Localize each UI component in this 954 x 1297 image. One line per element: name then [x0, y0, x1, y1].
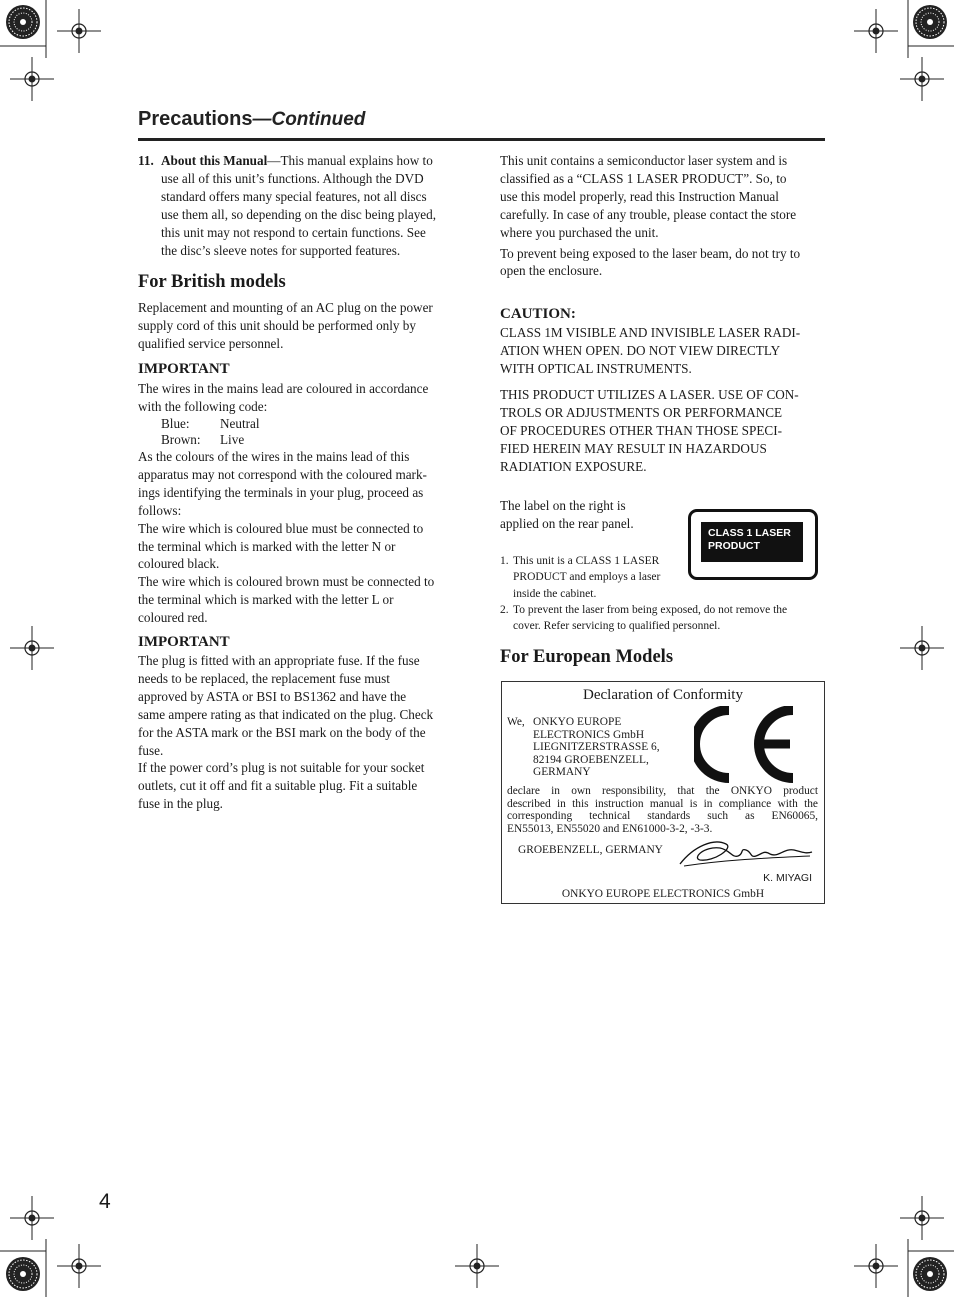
text-line: The plug is fitted with an appropriate fuse. If the fuse: [138, 653, 420, 669]
text-line: CLASS 1M VISIBLE AND INVISIBLE LASER RADI-: [500, 325, 801, 341]
text-line: use this model properly, read this Instruction Manual: [500, 188, 779, 204]
text-line: To prevent the laser from being exposed, do not remove the: [513, 603, 788, 616]
declaration-address: ONKYO EUROPE ELECTRONICS GmbH LIEGNITZERSTRASSE 6, 82194 GROEBENZELL, GERMANY: [533, 716, 660, 779]
item-bold-title: About this Manual: [161, 153, 268, 168]
text-line: WITH OPTICAL INSTRUMENTS.: [500, 361, 692, 377]
laser-notes: [500, 553, 830, 634]
text-line: apparatus may not correspond with the coloured mark-: [138, 466, 427, 482]
signature: [674, 836, 814, 872]
text-line: follows:: [138, 502, 182, 518]
text-line: If the power cord’s plug is not suitable for your socket: [138, 760, 425, 776]
item-line: standard offers many special features, not all discs: [161, 188, 427, 204]
text-line: The wire which is coloured blue must be connected to: [138, 520, 424, 536]
text-line: THIS PRODUCT UTILIZES A LASER. USE OF CON-: [500, 387, 799, 403]
wire-code-row: Brown: Live: [161, 431, 245, 447]
about-manual-item: [138, 152, 468, 259]
declaration-signer: K. MIYAGI: [763, 872, 812, 884]
text-line: same ampere rating as that indicated on the plug. Check: [138, 706, 434, 722]
item-line: use all of this unit’s functions. Although the DVD: [161, 170, 424, 186]
left-column: [138, 152, 468, 813]
note-item: [500, 553, 830, 602]
declaration-place: GROEBENZELL, GERMANY: [518, 844, 663, 856]
text-line: carefully. In case of any trouble, please contact the store: [500, 206, 797, 222]
item-line: —This manual explains how to: [267, 153, 433, 168]
text-line: inside the cabinet.: [513, 587, 597, 600]
note-number: 1.: [500, 555, 509, 567]
right-column: [500, 152, 830, 532]
label-line-1: CLASS 1 LASER: [708, 527, 791, 539]
wires-paragraph: [138, 380, 468, 627]
text-line: The label on the right is: [500, 497, 626, 513]
text-line: approved by ASTA or BSI to BS1362 and have the: [138, 688, 407, 704]
text-line: PRODUCT and employs a laser: [513, 571, 661, 584]
important-heading-2: IMPORTANT: [138, 634, 230, 651]
text-line: qualified service personnel.: [138, 336, 284, 352]
european-heading: For European Models: [500, 647, 674, 667]
text-line: TROLS OR ADJUSTMENTS OR PERFORMANCE: [500, 404, 783, 420]
text-line: outlets, cut it off and fit a suitable plug. Fit a suitable: [138, 778, 418, 794]
text-line: coloured black.: [138, 556, 220, 572]
label-line-2: PRODUCT: [708, 540, 760, 552]
page-title: Precautions: [138, 108, 253, 130]
text-line: fuse in the plug.: [138, 796, 223, 812]
text-line: applied on the rear panel.: [500, 515, 634, 531]
caution-paragraph: [500, 324, 830, 378]
text-line: with the following code:: [138, 399, 268, 415]
note-item: [500, 602, 830, 635]
text-line: supply cord of this unit should be performed only by: [138, 318, 416, 334]
text-line: The wire which is coloured brown must be connected to: [138, 574, 435, 590]
fuse-paragraph: [138, 652, 468, 813]
text-line: for the ASTA mark or the BSI mark on the body of the: [138, 724, 426, 740]
wire-code-row: Blue: Neutral: [161, 415, 260, 431]
important-heading: IMPORTANT: [138, 361, 230, 378]
text-line: This unit contains a semiconductor laser system and is: [500, 153, 788, 168]
text-line: Replacement and mounting of an AC plug on the power: [138, 300, 433, 316]
prevent-paragraph: [500, 245, 830, 281]
text-line: cover. Refer servicing to qualified personnel.: [513, 620, 721, 633]
text-line: coloured red.: [138, 610, 208, 626]
page-header: [138, 108, 825, 141]
item-line: the disc’s sleeve notes for supported features.: [161, 242, 401, 258]
ce-mark-icon: [694, 706, 798, 784]
text-line: ings identifying the terminals in your plug, proceed as: [138, 484, 424, 500]
text-line: needs to be replaced, the replacement fuse must: [138, 670, 390, 686]
text-line: The wires in the mains lead are coloured in accordance: [138, 381, 429, 397]
declaration-statement: declare in own responsibility, that the ONKYO product described in this instruction manual is in compliance with the corresponding technical standards such as EN60065, EN55013, EN55020 and EN61000-3-2, -3-3.: [507, 785, 818, 835]
text-line: classified as a “CLASS 1 LASER PRODUCT”. So, to: [500, 170, 787, 186]
text-line: the terminal which is marked with the letter L or: [138, 592, 394, 608]
text-line: where you purchased the unit.: [500, 224, 659, 240]
item-number: 11.: [138, 153, 154, 168]
caution-heading: CAUTION:: [500, 306, 576, 323]
british-heading: For British models: [138, 272, 286, 293]
british-paragraph: [138, 299, 468, 353]
declaration-company: ONKYO EUROPE ELECTRONICS GmbH: [561, 888, 765, 900]
item-line: this unit may not respond to certain functions. See: [161, 224, 426, 240]
text-line: open the enclosure.: [500, 263, 603, 279]
utilizes-paragraph: [500, 386, 830, 476]
text-line: RADIATION EXPOSURE.: [500, 458, 647, 474]
page-title-continued: —Continued: [252, 109, 366, 130]
declaration-title: Declaration of Conformity: [583, 687, 743, 703]
text-line: FIED HEREIN MAY RESULT IN HAZARDOUS: [500, 440, 767, 456]
declaration-box: [501, 681, 825, 904]
text-line: As the colours of the wires in the mains lead of this: [138, 448, 410, 464]
text-line: the terminal which is marked with the letter N or: [138, 538, 396, 554]
text-line: To prevent being exposed to the laser beam, do not try to: [500, 245, 801, 261]
text-line: fuse.: [138, 742, 164, 758]
laser-paragraph: [500, 152, 830, 242]
text-line: OF PROCEDURES OTHER THAN THOSE SPECI-: [500, 422, 782, 438]
item-line: use them all, so depending on the disc being played,: [161, 206, 437, 222]
text-line: This unit is a CLASS 1 LASER: [513, 555, 660, 567]
text-line: ATION WHEN OPEN. DO NOT VIEW DIRECTLY: [500, 343, 781, 359]
declaration-we: We,: [507, 716, 525, 728]
page-number: 4: [99, 1190, 111, 1213]
note-number: 2.: [500, 603, 509, 616]
